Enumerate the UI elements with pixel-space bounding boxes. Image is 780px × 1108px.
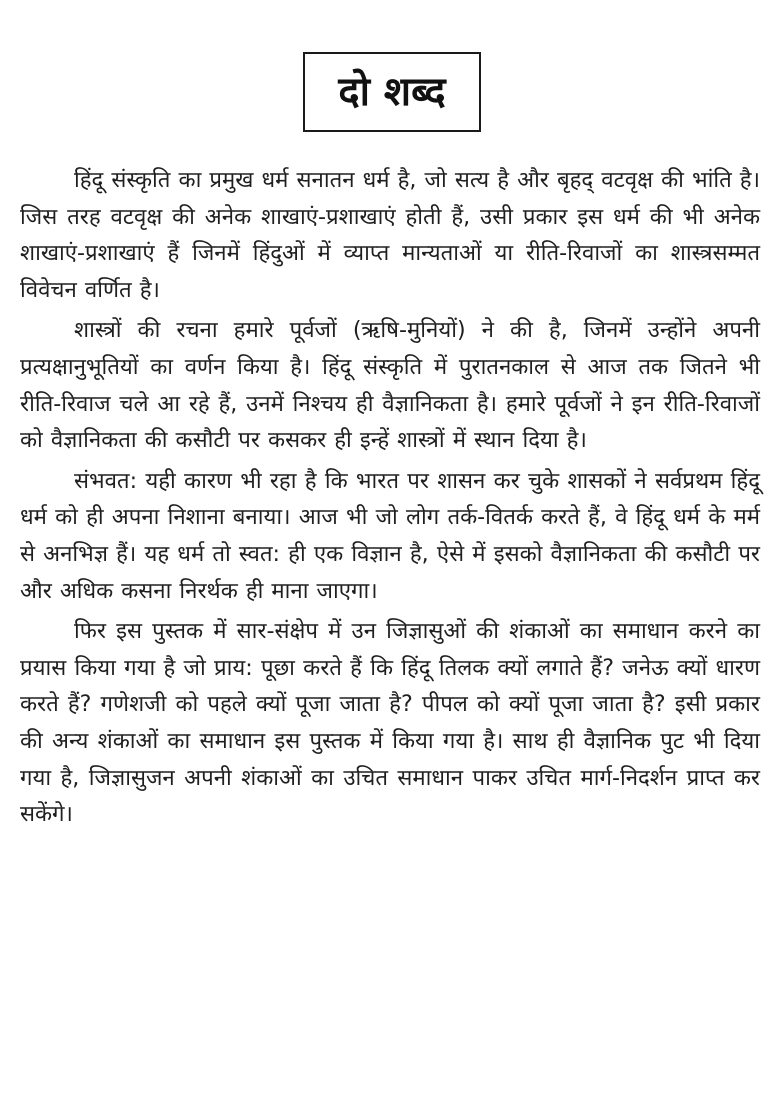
paragraph-3: संभवत: यही कारण भी रहा है कि भारत पर शासन कर चुके शासकों ने सर्वप्रथम हिंदू धर्म को ही अपना निशाना बनाया। आज भी जो लोग तर्क-वितर्क करते हैं, वे हिंदू धर्म के मर्म से अनभिज्ञ हैं। यह धर्म तो स्वत: ही एक विज्ञान है, ऐसे में इसको वैज्ञानिकता की कसौटी पर और अधिक कसना निरर्थक ही माना जाएगा।: [20, 467, 760, 604]
paragraph-2: शास्त्रों की रचना हमारे पूर्वजों (ऋषि-मुनियों) ने की है, जिनमें उन्होंने अपनी प्रत्यक्षानुभूतियों का वर्णन किया है। हिंदू संस्कृति में पुरातनकाल से आज तक जितने भी रीति-रिवाज चले आ रहे हैं, उनमें निश्चय ही वैज्ञानिकता है। हमारे पूर्वजों ने इन रीति-रिवाजों को वैज्ञानिकता की कसौटी पर कसकर ही इन्हें शास्त्रों में स्थान दिया है।: [20, 317, 760, 454]
page-title: दो शब्द: [338, 69, 446, 115]
title-box: [303, 52, 481, 132]
body-text: [20, 162, 760, 837]
paragraph-4: फिर इस पुस्तक में सार-संक्षेप में उन जिज्ञासुओं की शंकाओं का समाधान करने का प्रयास किया गया है जो प्राय: पूछा करते हैं कि हिंदू तिलक क्यों लगाते हैं? जनेऊ क्यों धारण करते हैं? गणेशजी को पहले क्यों पूजा जाता है? पीपल को क्यों पूजा जाता है? इसी प्रकार की अन्य शंकाओं का समाधान इस पुस्तक में किया गया है। साथ ही वैज्ञानिक पुट भी दिया गया है, जिज्ञासुजन अपनी शंकाओं का उचित समाधान पाकर उचित मार्ग-निदर्शन प्राप्त कर सकेंगे।: [20, 618, 760, 828]
paragraph-1: हिंदू संस्कृति का प्रमुख धर्म सनातन धर्म है, जो सत्य है और बृहद् वटवृक्ष की भांति है। जिस तरह वटवृक्ष की अनेक शाखाएं-प्रशाखाएं होती हैं, उसी प्रकार इस धर्म की भी अनेक शाखाएं-प्रशाखाएं हैं जिनमें हिंदुओं में व्याप्त मान्यताओं या रीति-रिवाजों का शास्त्रसम्मत विवेचन वर्णित है।: [20, 167, 760, 303]
